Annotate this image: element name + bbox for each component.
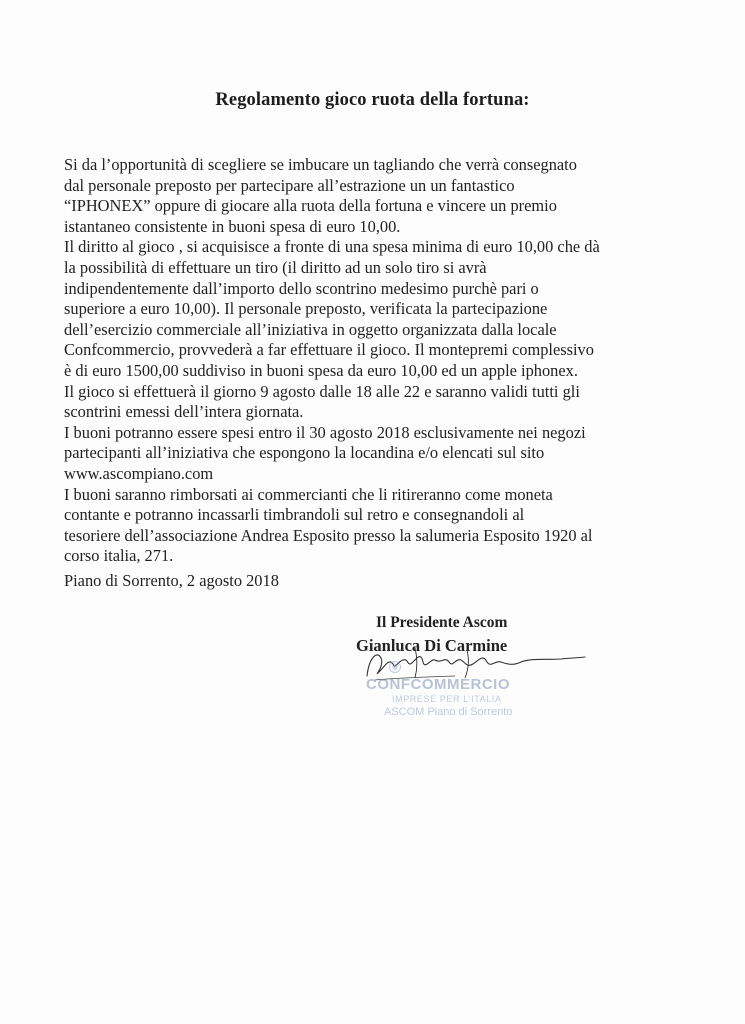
body-line: contante e potranno incassarli timbrandoli sul retro e consegnandoli al <box>64 505 525 525</box>
body-line: scontrini emessi dell’intera giornata. <box>64 402 304 422</box>
body-line: è di euro 1500,00 suddiviso in buoni spesa da euro 10,00 ed un apple iphonex. <box>64 360 578 380</box>
body-line: dell’esercizio commerciale all’iniziativa in oggetto organizzata dalla locale <box>64 319 557 339</box>
body-line: I buoni potranno essere spesi entro il 30 agosto 2018 esclusivamente nei negozi <box>64 422 586 442</box>
body-line: dal personale preposto per partecipare all’estrazione un un fantastico <box>64 175 515 195</box>
emblem-icon <box>388 660 402 674</box>
place-date: Piano di Sorrento, 2 agosto 2018 <box>64 571 279 590</box>
document-title: Regolamento gioco ruota della fortuna: <box>215 90 530 110</box>
body-line: Il gioco si effettuerà il giorno 9 agosto dalle 18 alle 22 e saranno validi tutti gli <box>64 381 580 401</box>
stamp-text-main: CONFCOMMERCIO <box>366 676 510 693</box>
body-line: “IPHONEX” oppure di giocare alla ruota della fortuna e vincere un premio <box>64 196 557 216</box>
signatory-name: Gianluca Di Carmine <box>356 636 508 655</box>
body-line: I buoni saranno rimborsati ai commercianti che li ritireranno come moneta <box>64 484 553 504</box>
document-body <box>64 155 704 567</box>
body-line: la possibilità di effettuare un tiro (il diritto ad un solo tiro si avrà <box>64 257 487 277</box>
body-line: indipendentemente dall’importo dello scontrino medesimo purchè pari o <box>64 278 539 298</box>
body-line: Si da l’opportunità di scegliere se imbucare un tagliando che verrà consegnato <box>64 155 577 174</box>
signatory-role: Il Presidente Ascom <box>376 614 508 631</box>
body-line: Confcommercio, provvederà a far effettuare il gioco. Il montepremi complessivo <box>64 340 594 360</box>
organisation-stamp <box>350 672 540 730</box>
body-line: partecipanti all’iniziativa che espongono la locandina e/o elencati sul sito <box>64 443 545 463</box>
stamp-text-branch: ASCOM Piano di Sorrento <box>384 706 513 718</box>
stamp-text-tagline: IMPRESE PER L'ITALIA <box>392 694 502 704</box>
body-line: superiore a euro 10,00). Il personale preposto, verificata la partecipazione <box>64 299 548 319</box>
body-line: Il diritto al gioco , si acquisisce a fronte di una spesa minima di euro 10,00 che dà <box>64 237 600 257</box>
body-line: corso italia, 271. <box>64 546 174 566</box>
body-line: tesoriere dell’associazione Andrea Esposito presso la salumeria Esposito 1920 al <box>64 525 593 545</box>
body-line: istantaneo consistente in buoni spesa di euro 10,00. <box>64 216 401 236</box>
body-line-website: www.ascompiano.com <box>64 463 214 483</box>
